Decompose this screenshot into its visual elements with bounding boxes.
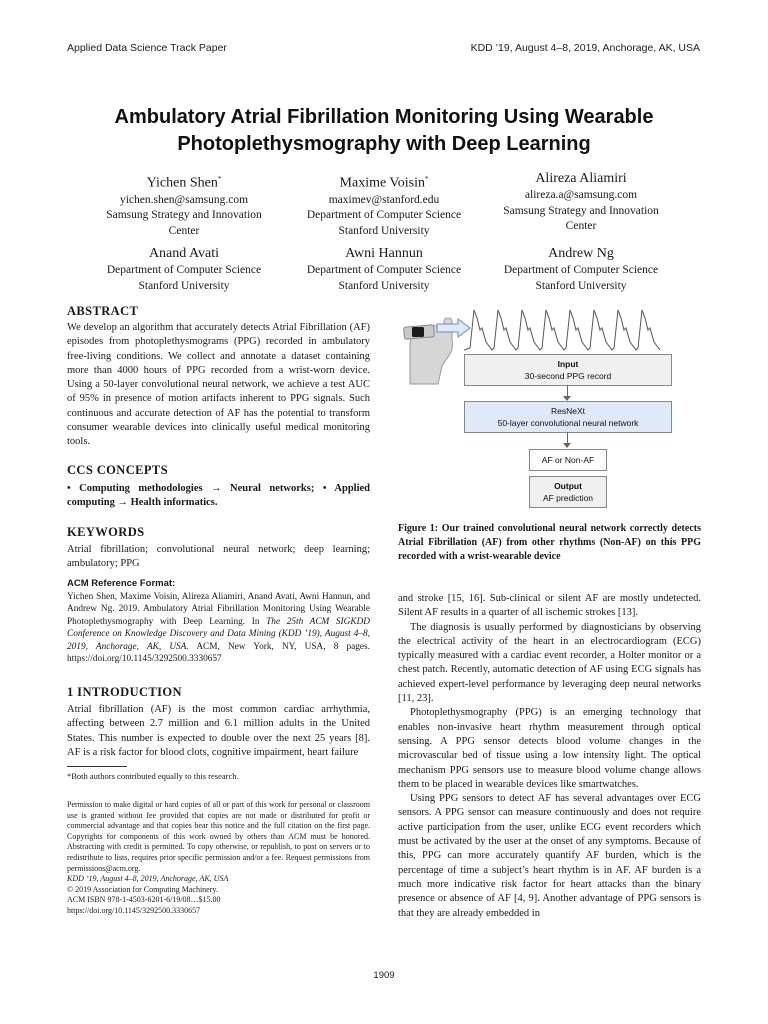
author-block xyxy=(81,170,287,239)
permission-isbn: ACM ISBN 978-1-4503-6201-6/19/08…$15.00 xyxy=(67,895,221,905)
ccs-heading: CCS CONCEPTS xyxy=(67,463,168,477)
paper-title xyxy=(40,104,728,158)
author-affiliation: Stanford University xyxy=(338,224,430,237)
output-box-title: Output xyxy=(554,481,582,491)
figure-1 xyxy=(392,304,702,514)
author-affiliation: Stanford University xyxy=(535,279,627,292)
author-block xyxy=(81,245,287,294)
paragraph: Using PPG sensors to detect AF has several advantages over ECG sensors. A PPG sensor can measure continuously and does not require active participation from the user, unlike ECG event recorders which must be activated by the user at the onset of any symptoms. Because of this, PPG can more accurately quantify AF burden, which is the percentage of time a subject’s heart rhythm is in AF. AF burden is a much more indicative risk factor for heart attacks than the binary presence or absence of AF [4, 9]. Another advantage of PPG sensors is that they are already embedded in xyxy=(398,793,701,919)
paragraph: The diagnosis is usually performed by diagnosticians by observing the electrical activity of the heart in an electrocardiogram (ECG) typically measured with a cardiac event recorder, a Holter monitor or a chest patch. Recently, automatic detection of AF using ECG signals has achieved expert-level performance by leveraging deep neural networks [11, 23]. xyxy=(398,621,701,705)
footnote-rule xyxy=(67,766,127,767)
author-name: Yichen Shen xyxy=(146,175,218,191)
input-box xyxy=(464,354,672,386)
keywords-heading: KEYWORDS xyxy=(67,525,145,539)
author-block xyxy=(281,170,487,239)
author-affiliation: Center xyxy=(565,220,597,232)
acm-reference-publisher: ACM, New York, NY, USA, 8 pages. https://doi.org/10.1145/3292500.3330657 xyxy=(67,641,370,665)
model-box-title: ResNeXt xyxy=(550,406,585,416)
acm-reference-venue: The 25th ACM SIGKDD Conference on Knowledge Discovery and Data Mining (KDD ’19), August 4–8, 2019, Anchorage, AK, USA. xyxy=(67,616,370,652)
author-affiliation: Samsung Strategy and Innovation xyxy=(106,209,262,222)
author-affiliation: Center xyxy=(168,224,200,237)
output-box-subtitle: AF prediction xyxy=(542,493,594,503)
permission-text: Permission to make digital or hard copies of all or part of this work for personal or classroom use is granted without fee provided that copies are not made or distributed for profit or commercial advantage and that copies bear this notice and the full citation on the first page. Copyrights for components of this work owned by others than ACM must be honored. Abstracting with credit is permitted. To copy otherwise, or republish, to post on servers or to redistribute to lists, requires prior specific permission and/or a fee. Request permissions from permissions@acm.org. xyxy=(67,800,370,873)
output-box xyxy=(529,476,607,508)
acm-reference-heading: ACM Reference Format: xyxy=(67,578,176,589)
page-number: 1909 xyxy=(373,970,395,981)
author-block xyxy=(281,245,487,294)
keywords-text: Atrial fibrillation; convolutional neural network; deep learning; ambulatory; PPG xyxy=(67,544,370,570)
permission-copyright: © 2019 Association for Computing Machinery. xyxy=(67,884,218,894)
introduction-text: Atrial fibrillation (AF) is the most common cardiac arrhythmia, affecting between 2.7 million and 6.1 million adults in the United States. This number is expected to double over the next 25 years [8]. AF is a risk factor for blood clots, cognitive impairment, heart failure xyxy=(67,704,370,758)
footnote: *Both authors contributed equally to this research. xyxy=(67,771,239,781)
figure-caption: Figure 1: Our trained convolutional neural network correctly detects Atrial Fibrillation (AF) from other rhythms (Non-AF) on this PPG recorded with a wrist-wearable device xyxy=(398,523,701,562)
author-affiliation: Department of Computer Science xyxy=(503,264,659,276)
permission-venue: KDD ’19, August 4–8, 2019, Anchorage, AK, USA xyxy=(67,874,229,884)
author-name: Maxime Voisin xyxy=(339,175,425,191)
acm-reference-citation: Yichen Shen, Maxime Voisin, Alireza Aliamiri, Anand Avati, Awni Hannun, and Andrew Ng. 2019. Ambulatory Atrial Fibrillation Monitoring Using Wearable Photoplethysmography with Deep Learning. In xyxy=(67,592,370,627)
author-affiliation: Department of Computer Science xyxy=(306,209,462,222)
author-name: Anand Avati xyxy=(148,246,220,261)
introduction-heading: 1 INTRODUCTION xyxy=(67,685,182,699)
paragraph: Photoplethysmography (PPG) is an emerging technology that enables non-invasive heart rhythm measurement through optical sensing. A PPG sensor detects blood volume changes in the microvascular bed of tissue using a low intensity light. The optical mechanism PPG sensors use to measure blood volume change allows them to be placed in wearable devices like smartwatches. xyxy=(398,707,701,790)
arrow-down-icon xyxy=(563,443,571,448)
author-block xyxy=(478,245,684,294)
author-email: yichen.shen@samsung.com xyxy=(119,193,249,206)
permission-doi: https://doi.org/10.1145/3292500.3330657 xyxy=(67,905,201,915)
author-affiliation: Department of Computer Science xyxy=(106,264,262,276)
ppg-waveform xyxy=(464,304,672,358)
right-column-text xyxy=(398,592,701,921)
equal-contribution-mark: * xyxy=(424,175,429,183)
author-name: Alireza Aliamiri xyxy=(535,171,627,186)
model-box xyxy=(464,401,672,433)
running-header-right: KDD ’19, August 4–8, 2019, Anchorage, AK, USA xyxy=(470,42,700,54)
paragraph: and stroke [15, 16]. Sub-clinical or silent AF are mostly undetected. Silent AF results in a quarter of all ischemic strokes [13]. xyxy=(398,593,701,619)
title-line-1: Ambulatory Atrial Fibrillation Monitoring Using Wearable xyxy=(114,106,654,128)
author-name: Awni Hannun xyxy=(345,246,423,261)
author-affiliation: Stanford University xyxy=(138,279,230,292)
author-affiliation: Samsung Strategy and Innovation xyxy=(503,204,659,217)
input-box-title: Input xyxy=(557,359,579,369)
permission-block xyxy=(67,800,370,917)
author-email: maximev@stanford.edu xyxy=(328,193,440,206)
abstract-heading: ABSTRACT xyxy=(67,304,139,318)
author-affiliation: Department of Computer Science xyxy=(306,264,462,276)
title-line-2: Photoplethysmography with Deep Learning xyxy=(177,133,591,155)
abstract-text: We develop an algorithm that accurately detects Atrial Fibrillation (AF) episodes from photoplethysmograms (PPG) recorded in ambulatory free-living conditions. We collect and annotate a dataset containing more than 4000 hours of PPG recorded from a wrist-worn device. Using a 50-layer convolutional neural network, we achieve a test AUC of 95% in presence of motion artifacts inherent to PPG signals. Such continuous and accurate detection of AF has the potential to transform consumer wearable devices into clinically useful medical monitoring tools. xyxy=(67,322,370,448)
author-block xyxy=(478,170,684,235)
author-affiliation: Stanford University xyxy=(338,279,430,292)
equal-contribution-mark: * xyxy=(217,175,222,183)
author-name: Andrew Ng xyxy=(548,246,614,261)
ccs-concepts-text: • Computing methodologies → Neural networks; • Applied computing → Health informatics. xyxy=(67,483,370,509)
author-email: alireza.a@samsung.com xyxy=(524,189,638,201)
running-header-left: Applied Data Science Track Paper xyxy=(67,42,227,54)
acm-reference-text xyxy=(67,591,370,665)
af-label-box: AF or Non-AF xyxy=(529,449,607,471)
input-box-subtitle: 30-second PPG record xyxy=(524,371,612,381)
model-box-subtitle: 50-layer convolutional neural network xyxy=(497,418,639,428)
